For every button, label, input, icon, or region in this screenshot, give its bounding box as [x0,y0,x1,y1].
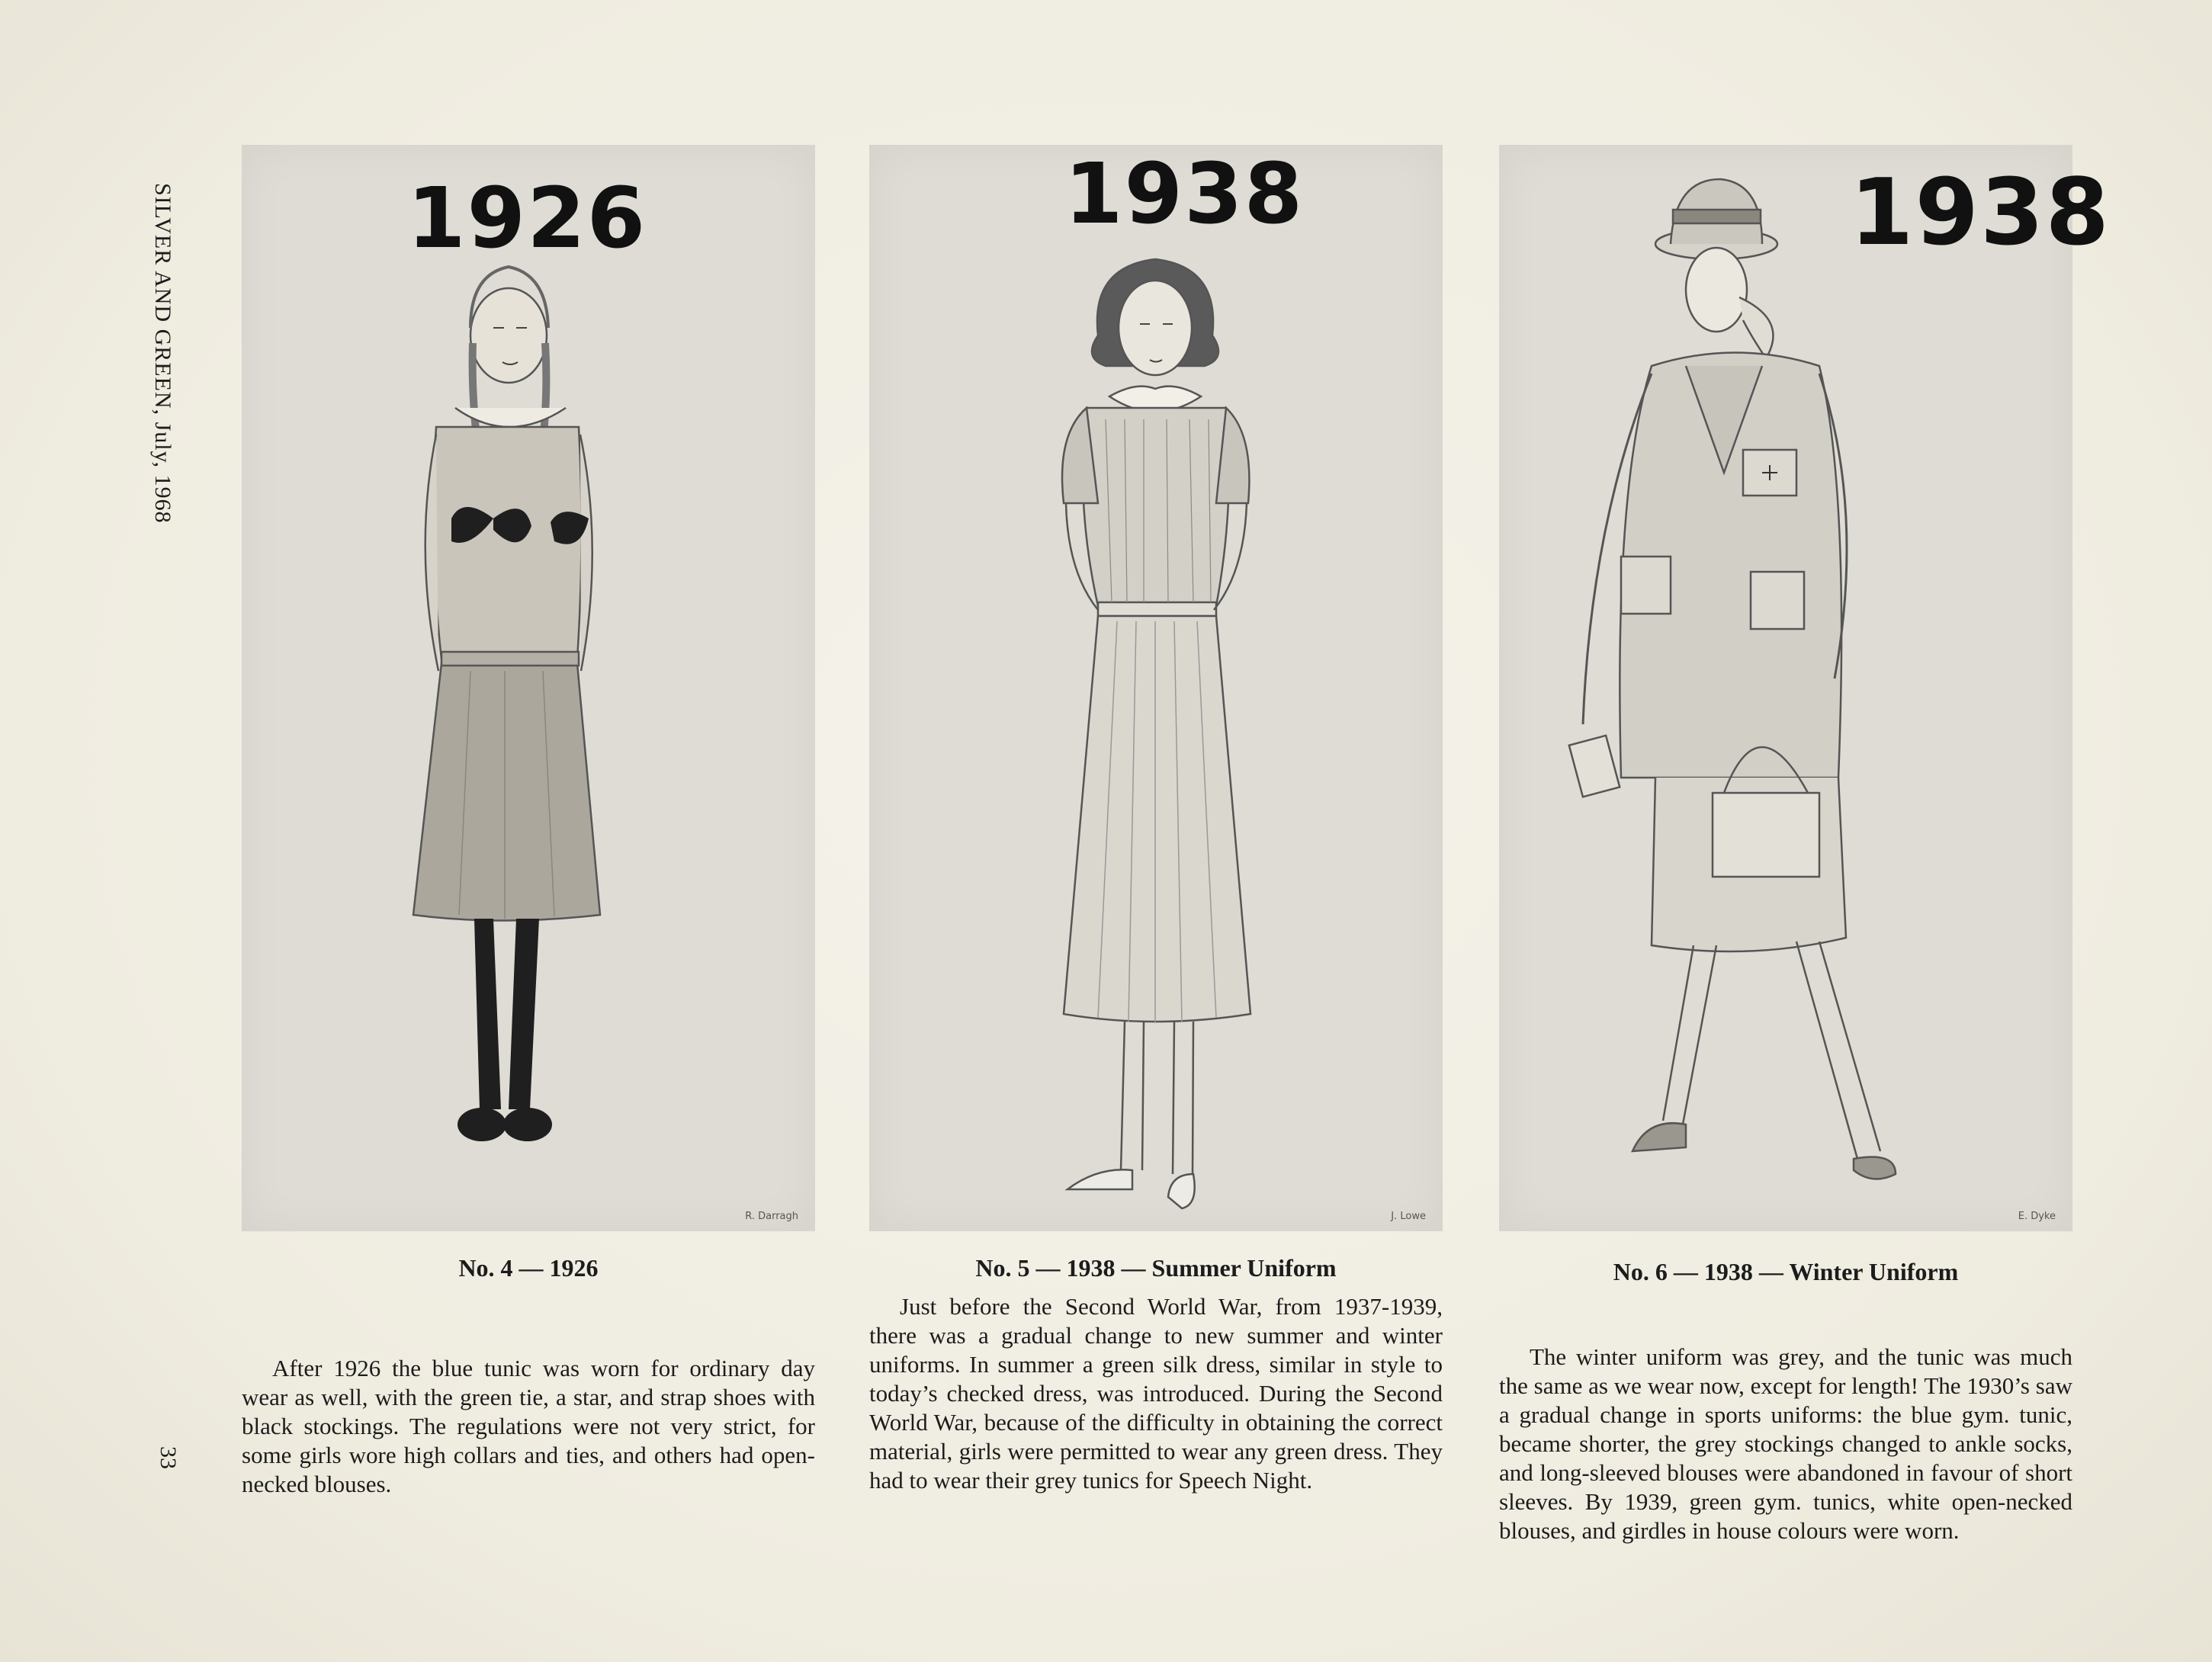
page-number: 33 [156,1446,181,1469]
girl-summer-dress-drawing [869,145,1443,1231]
illustration-1938-winter [1499,145,2111,1231]
artist-signature: R. Darragh [745,1211,798,1222]
text-1938-summer: Just before the Second World War, from 1937-1939, there was a gradual change to new summer and winter uniforms. In summer a green silk dress, similar in style to today’s checked dress, was introduced. During the Second World War, because of the difficulty in obtaining the correct material, girls were permitted to wear any green dress. They had to wear their grey tunics for Speech Night. [869,1293,1443,1494]
artist-signature: J. Lowe [1391,1211,1426,1222]
girl-winter-coat-drawing [1499,145,2072,1231]
girl-1926-drawing [242,145,815,1231]
year-label: 1926 [407,169,647,267]
year-label: 1938 [1064,145,1305,242]
caption-no-6: No. 6 — 1938 — Winter Uniform [1613,1258,1959,1285]
text-1926: After 1926 the blue tunic was worn for ordinary day wear as well, with the green tie, a star, and strap shoes with black stockings. The regulations were not very strict, for some girls wore high collars and ties, and others had open-necked blouses. [242,1355,815,1497]
artist-signature: E. Dyke [2018,1211,2056,1222]
illustration-1938-summer [869,145,1443,1231]
text-1938-winter: The winter uniform was grey, and the tunic was much the same as we wear now, except for length! The 1930’s saw a gradual change in sports uniforms: the blue gym. tunic, became shorter, the grey stockings changed to ankle socks, and long-sleeved blouses were abandoned in favour of short sleeves. By 1939, green gym. tunics, white open-necked blouses, and girdles in house colours were worn. [1499,1343,2072,1544]
illustration-1926 [242,145,815,1231]
running-head: SILVER AND GREEN, July, 1968 [150,183,175,524]
year-label: 1938 [1850,160,2111,266]
caption-no-5: No. 5 — 1938 — Summer Uniform [975,1254,1337,1282]
caption-no-4: No. 4 — 1926 [458,1254,599,1282]
